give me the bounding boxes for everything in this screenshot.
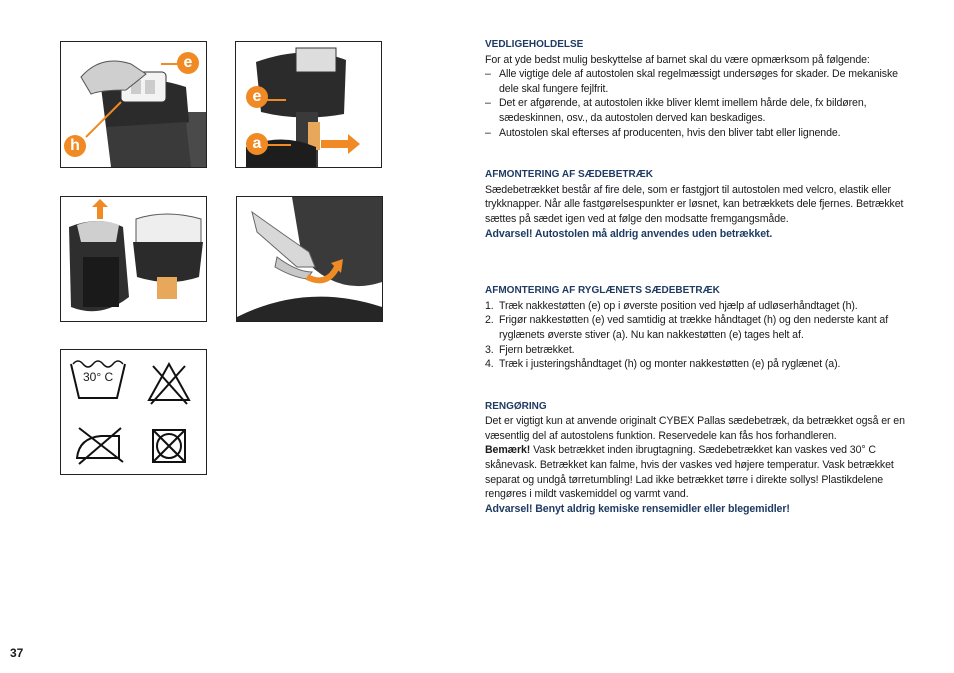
bullet-marker: –	[485, 126, 491, 139]
section-remove-cover	[485, 168, 920, 241]
section-heading: RENGØRING	[485, 400, 547, 412]
list-item	[485, 67, 920, 96]
text-column	[485, 38, 920, 516]
figure-headrest-adjust	[60, 41, 207, 168]
figure-care-symbols	[60, 349, 207, 475]
callout-h: h	[64, 135, 86, 157]
cover-removal-illustration	[61, 197, 206, 321]
list-item	[485, 313, 920, 342]
no-tumble-dry-icon	[153, 430, 185, 462]
figure-backrest-handle	[236, 196, 383, 322]
page-number: 37	[10, 646, 24, 660]
warning-text: Advarsel! Benyt aldrig kemiske rensemidler eller blegemidler!	[485, 502, 790, 515]
callout-e: e	[177, 52, 199, 74]
list-item	[485, 126, 920, 141]
section-body: Sædebetrækket består af fire dele, som er fastgjort til autostolen med velcro, elastik eller trykknapper. Når alle fastgørelsespunkter er løsnet, kan betrækkets dele fjernes. Betrækket sættes på sædet igen ved at følge den modsatte fremgangsmåde.	[485, 183, 904, 225]
section-remove-backrest-cover	[485, 284, 920, 372]
callout-e: e	[246, 86, 268, 108]
list-item	[485, 343, 920, 358]
bullet-text: Autostolen skal efterses af producenten, hvis den bliver tabt eller lignende.	[499, 126, 841, 139]
section-intro: For at yde bedst mulig beskyttelse af barnet skal du være opmærksom på følgende:	[485, 53, 870, 66]
note-paragraph	[485, 443, 920, 501]
note-label: Bemærk!	[485, 444, 531, 457]
list-item	[485, 96, 920, 125]
wash-temperature-label: 30° C	[83, 370, 114, 384]
section-cleaning	[485, 400, 920, 517]
section-heading: AFMONTERING AF SÆDEBETRÆK	[485, 169, 653, 181]
bullet-marker: –	[485, 97, 491, 110]
callout-a: a	[246, 133, 268, 155]
list-item	[485, 299, 920, 314]
care-symbols-graphic	[61, 350, 206, 474]
bullet-text: Det er afgørende, at autostolen ikke bliver klemt imellem hårde dele, fx bildøren, sædeskinnen, osv., da autostolen derved kan beskadiges.	[499, 97, 867, 124]
step-number: 3.	[485, 343, 494, 356]
section-heading: VEDLIGEHOLDELSE	[485, 39, 584, 50]
backrest-handle-illustration	[237, 197, 382, 321]
step-text: Frigør nakkestøtten (e) ved samtidig at trække håndtaget (h) og den nederste kant af ryglænets øverste stiver (a). Nu kan nakkestøtten (e) tages helt af.	[499, 314, 889, 341]
bullet-marker: –	[485, 68, 491, 81]
note-text: Vask betrækket inden ibrugtagning. Sædebetrækket kan vaskes ved 30° C skånevask. Betrækket kan falme, hvis der vaskes ved højere temperatur. Vask betrækket separat og undgå tørretumbling! Lad ikke betrækket tørre i direkte sollys! Plastikdelene rengøres i mildt vaskemiddel og varmt vand.	[485, 444, 894, 501]
step-number: 4.	[485, 358, 494, 371]
section-maintenance	[485, 38, 920, 140]
figure-headrest-removal	[235, 41, 382, 168]
section-heading: AFMONTERING AF RYGLÆNETS SÆDEBETRÆK	[485, 285, 720, 297]
list-item	[485, 357, 920, 372]
step-number: 1.	[485, 299, 494, 312]
figure-cover-removal	[60, 196, 207, 322]
warning-text: Advarsel! Autostolen må aldrig anvendes uden betrækket.	[485, 227, 773, 240]
step-number: 2.	[485, 314, 494, 327]
section-body: Det er vigtigt kun at anvende originalt CYBEX Pallas sædebetræk, da betrækket også er en væsentlig del af autostolens funktion. Reservedele kan fås hos forhandleren.	[485, 415, 905, 442]
step-text: Træk i justeringshåndtaget (h) og monter nakkestøtten (e) på ryglænet (a).	[499, 358, 841, 371]
step-text: Fjern betrækket.	[499, 343, 575, 356]
step-text: Træk nakkestøtten (e) op i øverste position ved hjælp af udløserhåndtaget (h).	[499, 299, 858, 312]
bullet-text: Alle vigtige dele af autostolen skal regelmæssigt undersøges for skader. De mekaniske dele skal fungere fejlfrit.	[499, 68, 898, 95]
